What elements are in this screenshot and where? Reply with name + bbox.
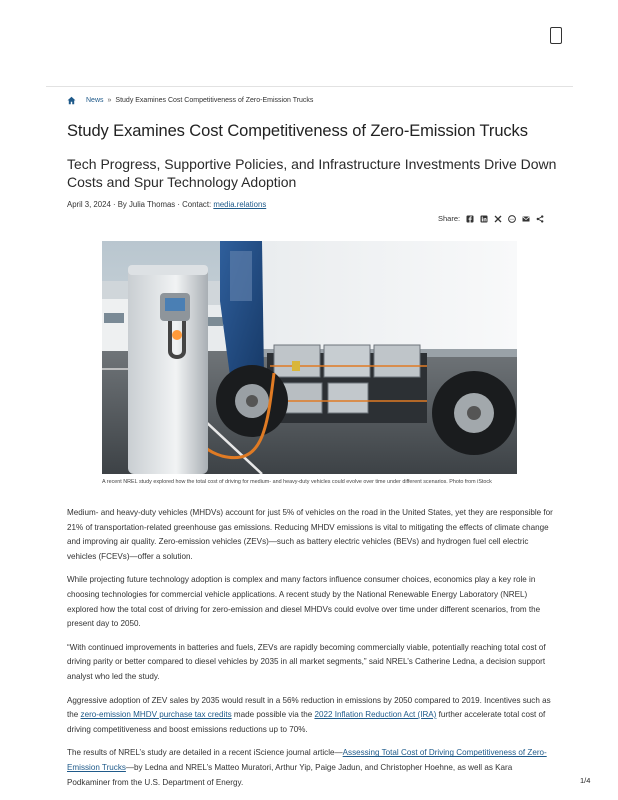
paragraph-text: The results of NREL’s study are detailed in a recent iScience journal article— — [67, 748, 343, 758]
reddit-icon[interactable] — [508, 215, 516, 223]
home-icon[interactable] — [67, 96, 76, 105]
page-number: 1/4 — [580, 776, 591, 785]
paragraph-text: further accelerate total cost of driving competitiveness and boost emissions reductions up to 70%. — [67, 710, 546, 734]
email-icon[interactable] — [522, 215, 530, 223]
journal-article-link[interactable]: Assessing Total Cost of Driving Competitiveness of Zero-Emission Trucks — [67, 748, 547, 772]
share-icon[interactable] — [536, 215, 544, 223]
byline — [67, 200, 266, 209]
page-title: Study Examines Cost Competitiveness of Zero-Emission Trucks — [67, 122, 528, 140]
paragraph: While projecting future technology adoption is complex and many factors influence consumer choices, economics play a key role in choosing technologies for commercial vehicle applications. A recent study by the National Renewable Energy Laboratory (NREL) explored how the total cost of driving for zero-emission and diesel MHDVs could evolve over time under different scenarios, from the present day to 2050. — [67, 575, 541, 629]
paragraph-text: Aggressive adoption of ZEV sales by 2035 would result in a 56% reduction in emissions by 2050 compared to 2019. Incentives such as the — [67, 695, 551, 720]
hero-image — [102, 241, 517, 474]
linkedin-icon[interactable] — [480, 215, 488, 223]
byline-text: April 3, 2024 · By Julia Thomas · Contact: — [67, 200, 212, 209]
paragraph-text: made possible via the — [231, 710, 315, 720]
paragraph-text: —by Ledna and NREL’s Matteo Muratori, Arthur Yip, Paige Jadun, and Christopher Hoehne, as well as Kara Podkaminer from the U.S. Department of Energy. — [67, 762, 513, 787]
tax-credits-link[interactable]: zero-emission MHDV purchase tax credits — [80, 710, 232, 720]
article-body — [67, 506, 554, 799]
image-caption: A recent NREL study explored how the total cost of driving for medium- and heavy-duty vehicles could evolve over time under different scenarios. Photo from iStock — [102, 479, 492, 485]
contact-link[interactable]: media.relations — [213, 200, 267, 209]
breadcrumb-current: Study Examines Cost Competitiveness of Zero-Emission Trucks — [115, 96, 314, 104]
paragraph — [67, 694, 554, 738]
page-subtitle: Tech Progress, Supportive Policies, and Infrastructure Investments Drive Down Costs and Spur Technology Adoption — [67, 156, 557, 190]
breadcrumb-separator: » — [107, 96, 112, 104]
share-bar — [438, 214, 544, 223]
paragraph: Medium- and heavy-duty vehicles (MHDVs) account for just 5% of vehicles on the road in the United States, yet they are responsible for 21% of transportation-related greenhouse gas emissions. Reducing MHDV emissions is vital to mitigating the effects of climate change and improving air quality. Zero-emission vehicles (ZEVs)—such as battery electric vehicles (BEVs) and hydrogen fuel cell electric vehicles (FCEVs)—offer a solution. — [67, 508, 553, 561]
facebook-icon[interactable] — [466, 215, 474, 223]
breadcrumb — [67, 94, 313, 106]
menu-button[interactable] — [550, 27, 562, 44]
header-divider — [46, 86, 573, 87]
paragraph: “With continued improvements in batteries and fuels, ZEVs are rapidly becoming commercially viable, potentially reaching total cost of driving parity or better compared to diesel vehicles by 2035 in all market segments,” said NREL’s Catherine Ledna, a decision support analyst who led the study. — [67, 642, 546, 681]
paragraph — [67, 746, 554, 790]
ira-link[interactable]: 2022 Inflation Reduction Act (IRA) — [314, 710, 437, 720]
x-icon[interactable] — [494, 215, 502, 223]
breadcrumb-news-link[interactable]: News — [86, 96, 104, 104]
share-label: Share: — [438, 214, 461, 223]
